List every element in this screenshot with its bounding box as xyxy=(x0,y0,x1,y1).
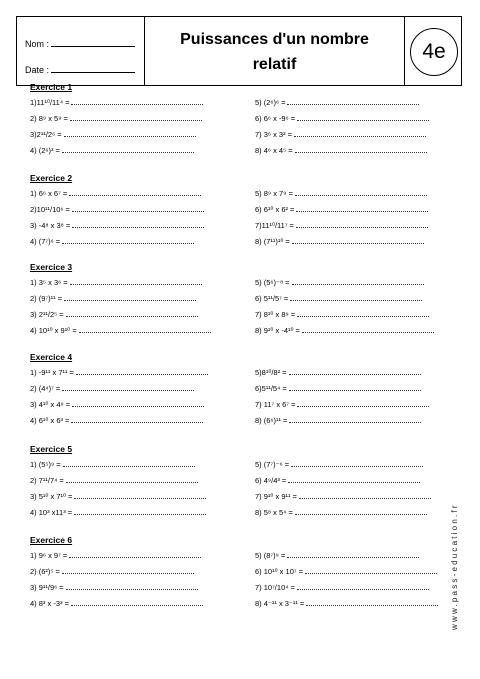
equals-sign: = xyxy=(59,310,64,319)
answer-blank[interactable] xyxy=(296,205,428,212)
exercise-expression: 4) 10³ x11³ xyxy=(30,508,66,517)
answer-blank[interactable] xyxy=(296,221,428,228)
answer-blank[interactable] xyxy=(69,189,201,196)
exercise-expression: 3)2¹¹/2⁶ xyxy=(30,130,56,139)
exercise-expression: 7) 9¹⁰ x 9¹¹ xyxy=(255,492,291,501)
answer-blank[interactable] xyxy=(306,599,438,606)
worksheet-header xyxy=(16,16,462,86)
answer-blank[interactable] xyxy=(64,294,196,301)
answer-blank[interactable] xyxy=(291,460,423,467)
exercise-item xyxy=(255,460,423,470)
exercise-item xyxy=(255,567,437,577)
exercise-title: Exercice 3 xyxy=(30,262,73,272)
exercise-item xyxy=(255,400,429,410)
exercise-item xyxy=(255,476,420,486)
equals-sign: = xyxy=(284,460,290,469)
exercise-expression: 2) (6²)⁵ xyxy=(30,567,54,576)
exercise-expression: 5) (7⁷)⁻⁶ xyxy=(255,460,283,469)
exercise-title: Exercice 6 xyxy=(30,535,73,545)
exercise-title: Exercice 1 xyxy=(30,82,73,92)
answer-blank[interactable] xyxy=(302,326,434,333)
exercise-item xyxy=(255,294,422,304)
equals-sign: = xyxy=(289,221,294,230)
exercise-item xyxy=(255,237,424,247)
exercise-expression: 3) 5¹⁰ x 7¹⁰ xyxy=(30,492,67,501)
exercise-expression: 5) (5⁶)⁻⁸ xyxy=(255,278,284,287)
exercise-item xyxy=(30,130,196,140)
answer-blank[interactable] xyxy=(289,416,421,423)
exercise-item xyxy=(255,114,429,124)
answer-blank[interactable] xyxy=(62,567,194,574)
exercise-title: Exercice 5 xyxy=(30,444,73,454)
answer-blank[interactable] xyxy=(297,310,429,317)
answer-blank[interactable] xyxy=(287,551,419,558)
exercise-item xyxy=(30,599,203,609)
equals-sign: = xyxy=(55,237,61,246)
exercise-item xyxy=(255,278,424,288)
exercise-expression: 8) 9¹⁰ x -4¹⁰ xyxy=(255,326,294,335)
exercise-title: Exercice 2 xyxy=(30,173,73,183)
exercise-expression: 5) (8⁷)⁹ xyxy=(255,551,279,560)
answer-blank[interactable] xyxy=(72,400,204,407)
exercise-item xyxy=(255,384,421,394)
exercise-expression: 3) 4¹⁰ x 4⁹ xyxy=(30,400,64,409)
answer-blank[interactable] xyxy=(295,189,427,196)
equals-sign: = xyxy=(62,189,68,198)
equals-sign: = xyxy=(285,237,290,246)
exercise-expression: 3) 2¹¹/2⁵ xyxy=(30,310,58,319)
equals-sign: = xyxy=(291,400,296,409)
level-cell xyxy=(405,17,463,85)
exercise-expression: 5) (2⁶)⁶ xyxy=(255,98,280,107)
exercise-item xyxy=(30,294,196,304)
answer-blank[interactable] xyxy=(297,583,429,590)
answer-blank[interactable] xyxy=(294,130,426,137)
exercise-item xyxy=(30,492,206,502)
answer-blank[interactable] xyxy=(79,326,211,333)
answer-blank[interactable] xyxy=(71,599,203,606)
equals-sign: = xyxy=(56,460,61,469)
exercise-item xyxy=(255,310,429,320)
exercise-item xyxy=(30,368,208,378)
answer-blank[interactable] xyxy=(72,205,204,212)
equals-sign: = xyxy=(65,98,70,107)
answer-blank[interactable] xyxy=(62,237,194,244)
exercise-expression: 8) (6⁶)¹¹ xyxy=(255,416,282,425)
exercise-expression: 4) (7⁷)⁶ xyxy=(30,237,54,246)
exercise-item xyxy=(255,189,427,199)
exercise-item xyxy=(255,130,426,140)
exercise-item xyxy=(30,205,204,215)
exercise-expression: 5)8¹⁰/8² xyxy=(255,368,281,377)
equals-sign: = xyxy=(64,599,69,608)
exercise-expression: 7) 3⁶ x 3² xyxy=(255,130,286,139)
title-line-2: relatif xyxy=(252,56,297,73)
exercise-expression: 1) 3⁵ x 3⁶ xyxy=(30,278,62,287)
answer-blank[interactable] xyxy=(76,368,208,375)
answer-blank[interactable] xyxy=(62,384,194,391)
exercise-expression: 6) 6⁶ x -9⁶ xyxy=(255,114,289,123)
exercise-item xyxy=(30,460,195,470)
answer-blank[interactable] xyxy=(292,237,424,244)
exercise-expression: 2) (4⁴)⁷ xyxy=(30,384,54,393)
page-title xyxy=(145,27,404,77)
equals-sign: = xyxy=(65,221,71,230)
exercise-item xyxy=(255,583,429,593)
answer-blank[interactable] xyxy=(63,460,195,467)
exercise-expression: 1) 6⁶ x 6⁷ xyxy=(30,189,61,198)
answer-blank[interactable] xyxy=(289,384,421,391)
equals-sign: = xyxy=(290,205,295,214)
exercise-expression: 8) (7¹¹)¹⁰ xyxy=(255,237,284,246)
exercise-item xyxy=(255,416,421,426)
exercise-item xyxy=(255,508,427,518)
exercise-item xyxy=(255,221,428,231)
answer-blank[interactable] xyxy=(66,583,198,590)
equals-sign: = xyxy=(67,508,73,517)
equals-sign: = xyxy=(283,294,289,303)
answer-blank[interactable] xyxy=(62,146,194,153)
equals-sign: = xyxy=(55,567,60,576)
exercise-item xyxy=(255,599,438,609)
exercise-item xyxy=(255,98,419,108)
exercise-expression: 5) 8⁹ x 7⁹ xyxy=(255,189,287,198)
equals-sign: = xyxy=(69,368,74,377)
exercise-item xyxy=(30,114,202,124)
exercise-item xyxy=(30,237,194,247)
exercise-expression: 1) -9¹¹ x 7¹¹ xyxy=(30,368,68,377)
exercise-expression: 2)10¹¹/10⁶ xyxy=(30,205,64,214)
answer-blank[interactable] xyxy=(66,310,198,317)
answer-blank[interactable] xyxy=(64,130,196,137)
equals-sign: = xyxy=(59,476,64,485)
exercise-title: Exercice 4 xyxy=(30,352,73,362)
equals-sign: = xyxy=(63,114,68,123)
exercise-expression: 2) (9⁷)¹¹ xyxy=(30,294,56,303)
exercise-expression: 7) 8¹⁰ x 8⁹ xyxy=(255,310,289,319)
equals-sign: = xyxy=(72,326,77,335)
answer-blank[interactable] xyxy=(70,114,202,121)
equals-sign: = xyxy=(65,205,70,214)
exercise-item xyxy=(30,278,202,288)
answer-blank[interactable] xyxy=(290,294,422,301)
exercise-expression: 3) -4⁸ x 3⁸ xyxy=(30,221,64,230)
equals-sign: = xyxy=(63,278,68,287)
equals-sign: = xyxy=(57,294,63,303)
equals-sign: = xyxy=(290,114,296,123)
answer-blank[interactable] xyxy=(288,476,420,483)
equals-sign: = xyxy=(290,310,296,319)
date-field xyxy=(25,65,135,75)
exercise-expression: 8) 4⁶ x 4⁵ xyxy=(255,146,287,155)
title-line-1: Puissances d'un nombre xyxy=(180,31,369,48)
level-circle: 4e xyxy=(410,28,458,76)
equals-sign: = xyxy=(282,368,287,377)
equals-sign: = xyxy=(292,492,297,501)
name-field xyxy=(25,39,135,49)
equals-sign: = xyxy=(298,567,303,576)
exercise-expression: 4) (2⁶)³ xyxy=(30,146,54,155)
answer-blank[interactable] xyxy=(66,476,198,483)
exercise-item xyxy=(30,221,204,231)
exercise-item xyxy=(255,205,428,215)
equals-sign: = xyxy=(299,599,305,608)
answer-blank[interactable] xyxy=(297,114,429,121)
exercise-item xyxy=(255,551,419,561)
exercise-item xyxy=(30,400,204,410)
answer-blank[interactable] xyxy=(69,551,201,558)
exercise-expression: 6) 4⁹/4³ xyxy=(255,476,280,485)
exercise-item xyxy=(30,583,198,593)
exercise-item xyxy=(30,189,201,199)
exercise-expression: 7) 11⁷ x 6⁷ xyxy=(255,400,290,409)
equals-sign: = xyxy=(295,326,300,335)
exercise-item xyxy=(255,492,431,502)
answer-blank[interactable] xyxy=(305,567,437,574)
student-info-cell xyxy=(17,17,145,85)
date-line xyxy=(51,72,135,73)
equals-sign: = xyxy=(65,416,70,425)
answer-blank[interactable] xyxy=(70,278,202,285)
exercise-expression: 4) 8³ x -3³ xyxy=(30,599,63,608)
equals-sign: = xyxy=(65,400,71,409)
title-cell xyxy=(145,17,405,85)
equals-sign: = xyxy=(68,492,73,501)
equals-sign: = xyxy=(55,146,60,155)
date-label: Date : xyxy=(25,65,50,75)
equals-sign: = xyxy=(285,278,290,287)
exercise-expression: 6) 6¹⁰ x 6² xyxy=(255,205,289,214)
equals-sign: = xyxy=(282,384,287,393)
answer-blank[interactable] xyxy=(299,492,431,499)
answer-blank[interactable] xyxy=(74,492,206,499)
answer-blank[interactable] xyxy=(292,278,424,285)
exercise-expression: 6) 5¹¹/5⁷ xyxy=(255,294,282,303)
exercise-item xyxy=(255,368,421,378)
exercise-expression: 8) 5⁸ x 5⁴ xyxy=(255,508,287,517)
exercise-expression: 6) 10¹⁰ x 10⁷ xyxy=(255,567,297,576)
exercise-item xyxy=(30,416,203,426)
answer-blank[interactable] xyxy=(71,416,203,423)
exercise-item xyxy=(30,384,194,394)
level-badge xyxy=(405,17,463,87)
equals-sign: = xyxy=(288,189,293,198)
exercise-item xyxy=(255,146,427,156)
equals-sign: = xyxy=(59,583,64,592)
equals-sign: = xyxy=(55,384,61,393)
exercise-expression: 4) 10¹⁰ x 9¹⁰ xyxy=(30,326,71,335)
equals-sign: = xyxy=(288,508,293,517)
exercise-expression: 6)5¹¹/5⁴ xyxy=(255,384,281,393)
exercise-item xyxy=(255,326,434,336)
exercise-expression: 1) (5⁵)⁹ xyxy=(30,460,55,469)
exercise-item xyxy=(30,551,201,561)
answer-blank[interactable] xyxy=(287,98,419,105)
answer-blank[interactable] xyxy=(72,221,204,228)
exercise-item xyxy=(30,310,198,320)
answer-blank[interactable] xyxy=(71,98,203,105)
equals-sign: = xyxy=(62,551,68,560)
equals-sign: = xyxy=(288,146,293,155)
exercise-item xyxy=(30,476,198,486)
equals-sign: = xyxy=(280,551,286,560)
exercise-item xyxy=(30,326,211,336)
name-line xyxy=(51,46,135,47)
equals-sign: = xyxy=(287,130,292,139)
exercise-expression: 1)11¹⁰/11⁴ xyxy=(30,98,64,107)
equals-sign: = xyxy=(290,583,295,592)
exercise-item xyxy=(30,508,206,518)
site-watermark: www.pass-education.fr xyxy=(450,503,459,630)
answer-blank[interactable] xyxy=(295,146,427,153)
answer-blank[interactable] xyxy=(74,508,206,515)
exercise-item xyxy=(30,146,194,156)
name-label: Nom : xyxy=(25,39,50,49)
exercise-expression: 2) 7¹¹/7⁴ xyxy=(30,476,58,485)
equals-sign: = xyxy=(281,476,287,485)
exercise-item xyxy=(30,567,194,577)
exercise-expression: 2) 8⁹ x 5⁹ xyxy=(30,114,62,123)
equals-sign: = xyxy=(57,130,62,139)
exercise-expression: 8) 4⁻¹¹ x 3⁻¹¹ xyxy=(255,599,298,608)
exercise-expression: 7) 10⁷/10⁴ xyxy=(255,583,289,592)
exercise-item xyxy=(30,98,203,108)
equals-sign: = xyxy=(283,416,288,425)
exercise-expression: 3) 9¹¹/9⁶ xyxy=(30,583,58,592)
answer-blank[interactable] xyxy=(295,508,427,515)
exercise-expression: 7)11¹⁰/11⁷ xyxy=(255,221,288,230)
answer-blank[interactable] xyxy=(289,368,421,375)
answer-blank[interactable] xyxy=(297,400,429,407)
exercise-expression: 4) 6¹⁰ x 6³ xyxy=(30,416,64,425)
equals-sign: = xyxy=(281,98,286,107)
exercise-expression: 1) 9⁶ x 9⁷ xyxy=(30,551,61,560)
